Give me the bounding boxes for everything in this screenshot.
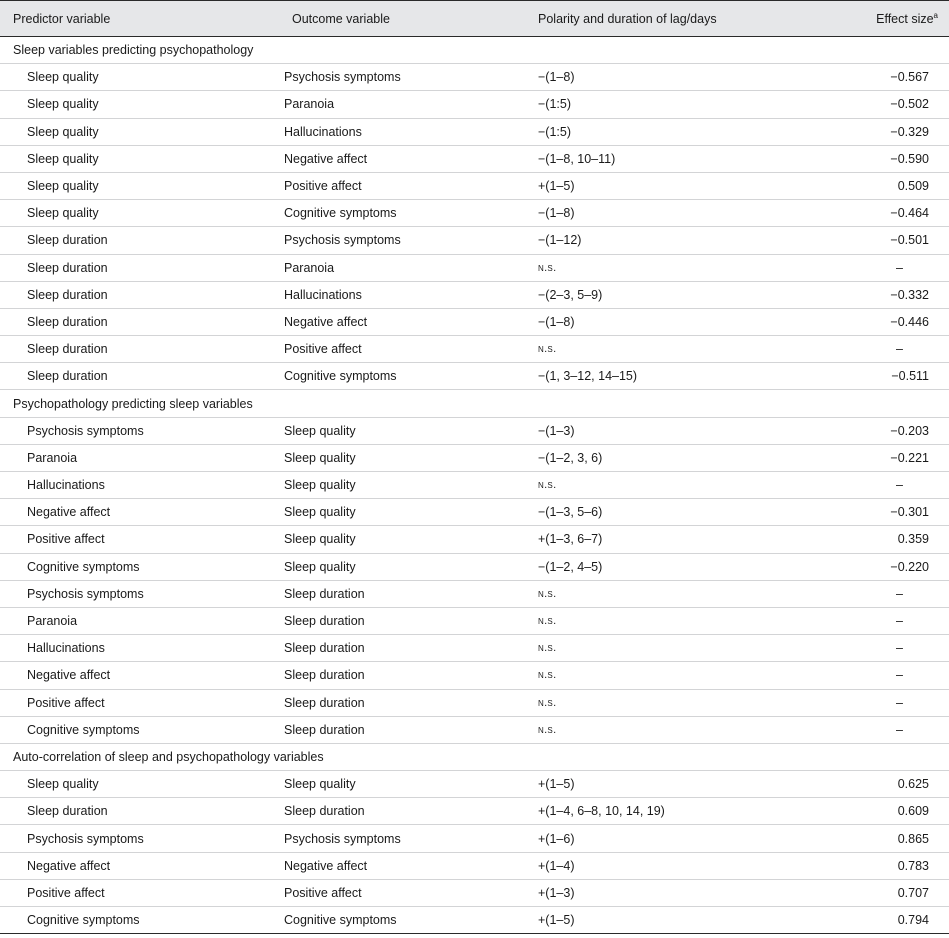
effect-cell: – bbox=[830, 472, 949, 499]
predictor-cell: Sleep duration bbox=[0, 227, 278, 254]
table-row bbox=[0, 771, 949, 798]
table-row bbox=[0, 91, 949, 118]
predictor-cell: Cognitive symptoms bbox=[0, 716, 278, 743]
table-row bbox=[0, 716, 949, 743]
header-lag: Polarity and duration of lag/days bbox=[530, 1, 830, 37]
predictor-cell: Positive affect bbox=[0, 526, 278, 553]
effect-cell: 0.794 bbox=[830, 907, 949, 934]
table-row bbox=[0, 607, 949, 634]
lag-cell: +(1–6) bbox=[530, 825, 830, 852]
table-row bbox=[0, 417, 949, 444]
outcome-cell: Hallucinations bbox=[278, 281, 530, 308]
lag-cell: −(2–3, 5–9) bbox=[530, 281, 830, 308]
effect-cell: 0.625 bbox=[830, 771, 949, 798]
outcome-cell: Sleep quality bbox=[278, 771, 530, 798]
outcome-cell: Cognitive symptoms bbox=[278, 200, 530, 227]
table-row bbox=[0, 281, 949, 308]
outcome-cell: Cognitive symptoms bbox=[278, 907, 530, 934]
effect-cell: −0.502 bbox=[830, 91, 949, 118]
effect-cell: −0.329 bbox=[830, 118, 949, 145]
outcome-cell: Positive affect bbox=[278, 336, 530, 363]
predictor-cell: Sleep duration bbox=[0, 336, 278, 363]
outcome-cell: Negative affect bbox=[278, 308, 530, 335]
outcome-cell: Sleep duration bbox=[278, 662, 530, 689]
table-row bbox=[0, 879, 949, 906]
lag-cell: −(1–8) bbox=[530, 308, 830, 335]
table-row bbox=[0, 689, 949, 716]
outcome-cell: Psychosis symptoms bbox=[278, 64, 530, 91]
predictor-cell: Sleep quality bbox=[0, 771, 278, 798]
outcome-cell: Sleep duration bbox=[278, 635, 530, 662]
table-row bbox=[0, 227, 949, 254]
predictor-cell: Sleep duration bbox=[0, 281, 278, 308]
lag-cell: +(1–5) bbox=[530, 172, 830, 199]
lag-cell: n.s. bbox=[530, 689, 830, 716]
outcome-cell: Paranoia bbox=[278, 91, 530, 118]
table-row bbox=[0, 118, 949, 145]
header-effect bbox=[830, 1, 949, 37]
section-title: Psychopathology predicting sleep variables bbox=[0, 390, 949, 417]
effect-cell: – bbox=[830, 689, 949, 716]
table-row bbox=[0, 662, 949, 689]
predictor-cell: Sleep quality bbox=[0, 145, 278, 172]
predictor-cell: Sleep quality bbox=[0, 118, 278, 145]
lag-cell: n.s. bbox=[530, 472, 830, 499]
predictor-cell: Positive affect bbox=[0, 879, 278, 906]
effect-cell: – bbox=[830, 607, 949, 634]
table-row bbox=[0, 526, 949, 553]
predictor-cell: Sleep duration bbox=[0, 308, 278, 335]
outcome-cell: Psychosis symptoms bbox=[278, 227, 530, 254]
section-row bbox=[0, 390, 949, 417]
outcome-cell: Sleep quality bbox=[278, 417, 530, 444]
section-title: Auto-correlation of sleep and psychopathology variables bbox=[0, 743, 949, 770]
predictor-cell: Hallucinations bbox=[0, 635, 278, 662]
effect-cell: −0.590 bbox=[830, 145, 949, 172]
effect-cell: 0.707 bbox=[830, 879, 949, 906]
table-row bbox=[0, 444, 949, 471]
predictor-cell: Paranoia bbox=[0, 444, 278, 471]
outcome-cell: Psychosis symptoms bbox=[278, 825, 530, 852]
lag-cell: +(1–5) bbox=[530, 907, 830, 934]
outcome-cell: Sleep duration bbox=[278, 716, 530, 743]
table-row bbox=[0, 580, 949, 607]
predictor-cell: Negative affect bbox=[0, 852, 278, 879]
header-predictor: Predictor variable bbox=[0, 1, 278, 37]
table-row bbox=[0, 254, 949, 281]
lag-cell: −(1–8) bbox=[530, 200, 830, 227]
table-row bbox=[0, 825, 949, 852]
predictor-cell: Sleep duration bbox=[0, 798, 278, 825]
outcome-cell: Sleep quality bbox=[278, 526, 530, 553]
lag-cell: −(1, 3–12, 14–15) bbox=[530, 363, 830, 390]
lag-cell: −(1–8, 10–11) bbox=[530, 145, 830, 172]
table-row bbox=[0, 472, 949, 499]
section-title: Sleep variables predicting psychopathology bbox=[0, 37, 949, 64]
table-row bbox=[0, 798, 949, 825]
header-row bbox=[0, 1, 949, 37]
lag-cell: −(1–2, 4–5) bbox=[530, 553, 830, 580]
table-row bbox=[0, 553, 949, 580]
predictor-cell: Negative affect bbox=[0, 662, 278, 689]
predictor-cell: Psychosis symptoms bbox=[0, 825, 278, 852]
lag-cell: −(1–2, 3, 6) bbox=[530, 444, 830, 471]
section-row bbox=[0, 743, 949, 770]
table-row bbox=[0, 499, 949, 526]
outcome-cell: Sleep quality bbox=[278, 499, 530, 526]
table-body bbox=[0, 37, 949, 934]
predictor-cell: Psychosis symptoms bbox=[0, 580, 278, 607]
lag-cell: n.s. bbox=[530, 635, 830, 662]
effect-cell: 0.865 bbox=[830, 825, 949, 852]
predictor-cell: Sleep quality bbox=[0, 172, 278, 199]
predictor-cell: Paranoia bbox=[0, 607, 278, 634]
effect-cell: – bbox=[830, 254, 949, 281]
lag-cell: −(1–3) bbox=[530, 417, 830, 444]
lag-cell: n.s. bbox=[530, 607, 830, 634]
effect-cell: 0.609 bbox=[830, 798, 949, 825]
effect-cell: – bbox=[830, 336, 949, 363]
predictor-cell: Sleep quality bbox=[0, 91, 278, 118]
effect-cell: 0.359 bbox=[830, 526, 949, 553]
effect-cell: −0.332 bbox=[830, 281, 949, 308]
lag-cell: +(1–4, 6–8, 10, 14, 19) bbox=[530, 798, 830, 825]
lag-cell: −(1:5) bbox=[530, 91, 830, 118]
lag-cell: n.s. bbox=[530, 716, 830, 743]
predictor-cell: Psychosis symptoms bbox=[0, 417, 278, 444]
outcome-cell: Sleep quality bbox=[278, 444, 530, 471]
lag-cell: n.s. bbox=[530, 336, 830, 363]
predictor-cell: Hallucinations bbox=[0, 472, 278, 499]
lag-cell: +(1–4) bbox=[530, 852, 830, 879]
predictor-cell: Cognitive symptoms bbox=[0, 907, 278, 934]
effect-cell: −0.501 bbox=[830, 227, 949, 254]
lag-cell: +(1–3) bbox=[530, 879, 830, 906]
effect-cell: −0.203 bbox=[830, 417, 949, 444]
outcome-cell: Sleep duration bbox=[278, 798, 530, 825]
table-row bbox=[0, 336, 949, 363]
lag-cell: −(1:5) bbox=[530, 118, 830, 145]
lag-cell: n.s. bbox=[530, 580, 830, 607]
outcome-cell: Positive affect bbox=[278, 172, 530, 199]
effect-cell: – bbox=[830, 716, 949, 743]
effect-cell: −0.511 bbox=[830, 363, 949, 390]
table-row bbox=[0, 200, 949, 227]
outcome-cell: Sleep duration bbox=[278, 607, 530, 634]
lag-cell: +(1–3, 6–7) bbox=[530, 526, 830, 553]
outcome-cell: Sleep duration bbox=[278, 689, 530, 716]
outcome-cell: Paranoia bbox=[278, 254, 530, 281]
predictor-cell: Sleep duration bbox=[0, 363, 278, 390]
header-effect-footnote-mark: a bbox=[933, 10, 938, 20]
outcome-cell: Positive affect bbox=[278, 879, 530, 906]
predictor-cell: Negative affect bbox=[0, 499, 278, 526]
table-row bbox=[0, 64, 949, 91]
section-row bbox=[0, 37, 949, 64]
predictor-cell: Sleep duration bbox=[0, 254, 278, 281]
effect-cell: −0.446 bbox=[830, 308, 949, 335]
table-row bbox=[0, 907, 949, 934]
effect-cell: −0.567 bbox=[830, 64, 949, 91]
table-row bbox=[0, 852, 949, 879]
effect-cell: – bbox=[830, 580, 949, 607]
outcome-cell: Negative affect bbox=[278, 145, 530, 172]
predictor-cell: Positive affect bbox=[0, 689, 278, 716]
effect-cell: – bbox=[830, 662, 949, 689]
predictor-cell: Sleep quality bbox=[0, 200, 278, 227]
effect-cell: 0.509 bbox=[830, 172, 949, 199]
outcome-cell: Negative affect bbox=[278, 852, 530, 879]
table-row bbox=[0, 635, 949, 662]
effect-cell: −0.220 bbox=[830, 553, 949, 580]
header-effect-label: Effect size bbox=[876, 11, 934, 26]
outcome-cell: Sleep duration bbox=[278, 580, 530, 607]
predictor-cell: Sleep quality bbox=[0, 64, 278, 91]
effect-cell: 0.783 bbox=[830, 852, 949, 879]
table-row bbox=[0, 363, 949, 390]
lag-cell: n.s. bbox=[530, 254, 830, 281]
effect-cell: −0.464 bbox=[830, 200, 949, 227]
table-row bbox=[0, 308, 949, 335]
effect-cell: −0.301 bbox=[830, 499, 949, 526]
outcome-cell: Sleep quality bbox=[278, 553, 530, 580]
table-row bbox=[0, 145, 949, 172]
lag-cell: −(1–12) bbox=[530, 227, 830, 254]
lag-cell: +(1–5) bbox=[530, 771, 830, 798]
effect-cell: – bbox=[830, 635, 949, 662]
lag-cell: −(1–3, 5–6) bbox=[530, 499, 830, 526]
outcome-cell: Sleep quality bbox=[278, 472, 530, 499]
outcome-cell: Cognitive symptoms bbox=[278, 363, 530, 390]
header-outcome: Outcome variable bbox=[278, 1, 530, 37]
outcome-cell: Hallucinations bbox=[278, 118, 530, 145]
lag-cell: −(1–8) bbox=[530, 64, 830, 91]
lag-cell: n.s. bbox=[530, 662, 830, 689]
effect-cell: −0.221 bbox=[830, 444, 949, 471]
table-row bbox=[0, 172, 949, 199]
predictor-cell: Cognitive symptoms bbox=[0, 553, 278, 580]
